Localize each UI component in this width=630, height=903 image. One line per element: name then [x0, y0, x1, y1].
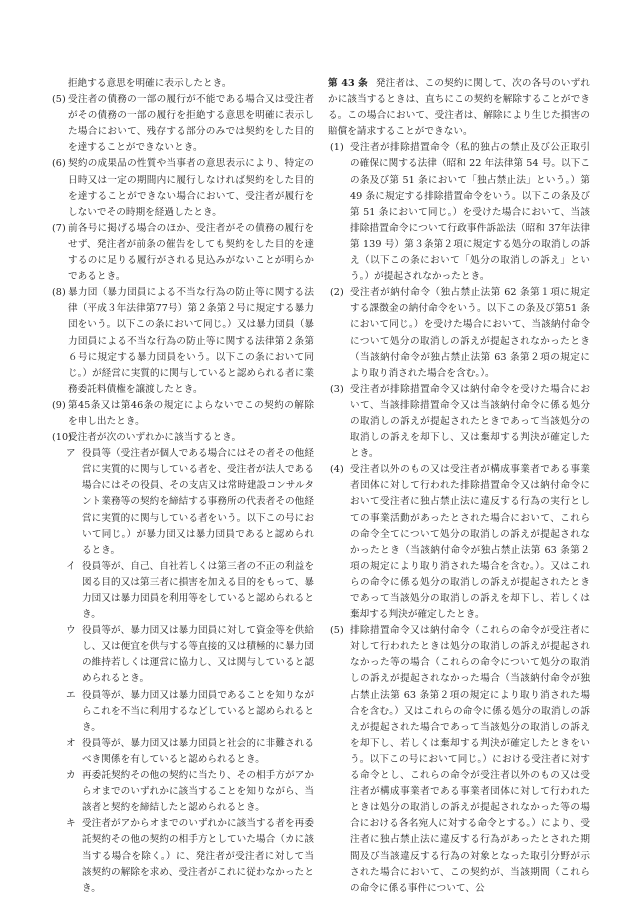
item-number: (10): [52, 432, 72, 444]
numbered-item: [328, 140, 590, 285]
article-text: 発注者は、この契約に関して、次の各号のいずれかに該当するときは、直ちにこの契約を解除することができる。この場合において、受注者は、解除により生じた損害の賠償を請求することができない。: [328, 78, 590, 138]
item-text: 暴力団（暴力団員による不当な行為の防止等に関する法律（平成３年法律第77号）第２条第２号に規定する暴力団をいう。以下この条において同じ。）又は暴力団員（暴力団員による不当な行為の防止等に関する法律第２条第６号に規定する暴力団員をいう。以下この条において同じ。）が経営に実質的に関与していると認められる者に業務委託料債権を譲渡したとき。: [68, 287, 314, 395]
sub-item: [52, 816, 314, 896]
item-number: (4): [330, 464, 344, 476]
item-text: 契約の成果品の性質や当事者の意思表示により、特定の日時又は一定の期間内に履行しなければ契約をした目的を達することができない場合において、受注者が履行をしないでその時期を経過したとき。: [68, 158, 314, 218]
sub-item: [52, 623, 314, 687]
sub-item-text: 役員等（受注者が個人である場合にはその者その他経営に実質的に関与している者を、受注者が法人である場合にはその役員、その支店又は常時建設コンサルタント業務等の契約を締結する事務所の代表者その他経営に実質的に関与している者をいう。以下この号において同じ。）が暴力団又は暴力団員であると認められるとき。: [82, 448, 314, 556]
article-43-body: [328, 76, 590, 140]
sub-item-text: 再委託契約その他の契約に当たり、その相手方がアからオまでのいずれかに該当することを知りながら、当該者と契約を締結したと認められるとき。: [82, 770, 314, 814]
left-column: [52, 76, 314, 897]
item-number: (9): [52, 399, 66, 411]
item-number: (5): [52, 94, 66, 106]
item-text: 前各号に掲げる場合のほか、受注者がその債務の履行をせず、発注者が前条の催告をしても契約をした目的を達するのに足りる履行がされる見込みがないことが明らかであるとき。: [68, 222, 314, 283]
item-number: (8): [52, 287, 66, 299]
sub-item-label: ウ: [66, 625, 76, 637]
item-text: 受注者の債務の一部の履行が不能である場合又は受注者がその債務の一部の履行を拒絶する意思を明確に表示した場合において、残存する部分のみでは契約をした目的を達することができないとき。: [68, 94, 314, 154]
item-text: 受注者以外のもの又は受注者が構成事業者である事業者団体に対して行われた排除措置命令又は納付命令において受注者に独占禁止法に違反する行為の実行としての事業活動があったとされた場合において、これらの命令全てについて処分の取消しの訴えが提起されなかったとき（当該納付命令が独占禁止法第 63 条第２項の規定により取り消された場合を含む。）。又はこれらの命令に係る処分の取消しの訴えが提起されたときであって当該処分の取消しの訴えを却下し、若しくは棄却する判決が確定したとき。: [350, 464, 590, 621]
sub-item-label: オ: [66, 737, 76, 749]
sub-item-text: 役員等が、暴力団又は暴力団員と社会的に非難されるべき関係を有していると認められるとき。: [82, 737, 314, 765]
item-number: (6): [52, 158, 66, 170]
numbered-item: [328, 462, 590, 623]
sub-item: [52, 688, 314, 736]
sub-item: [52, 736, 314, 768]
item-number: (3): [330, 383, 344, 395]
continued-text: 拒絶する意思を明確に表示したとき。: [68, 78, 232, 89]
item-text: 受注者が排除措置命令（私的独占の禁止及び公正取引の確保に関する法律（昭和 22 年法律第 54 号。以下この条及び第 51 条において「独占禁止法」という。）第 49 条に規定する排除措置命令をいう。以下この条及び第 51 条において同じ。）を受けた場合において、当該排除措置命令について行政事件訴訟法（昭和 37年法律第 139 号）第３条第２項に規定する処分の取消しの訴え（以下この条において「処分の取消しの訴え」という。）が提起されなかったとき。: [350, 142, 590, 283]
numbered-item: [328, 623, 590, 897]
numbered-item: [52, 285, 314, 398]
sub-item-label: エ: [66, 689, 76, 701]
sub-item: [52, 768, 314, 816]
sub-item-label: キ: [66, 818, 76, 830]
item-number: (2): [330, 287, 344, 299]
item-number: (5): [330, 625, 344, 637]
item-text: 受注者が納付命令（独占禁止法第 62 条第１項に規定する課徴金の納付命令をいう。以下この条及び第51 条において同じ。）を受けた場合において、当該納付命令について処分の取消しの訴えが提起されなかったとき（当該納付命令が独占禁止法第 63 条第２項の規定により取り消された場合を含む。）。: [350, 287, 590, 379]
numbered-item: [328, 285, 590, 382]
article-43: [328, 76, 590, 140]
numbered-item: [52, 156, 314, 220]
item-number: (7): [52, 222, 66, 234]
item-text: 排除措置命令又は納付命令（これらの命令が受注者に対して行われたときは処分の取消しの訴えが提起されなかった等の場合（これらの命令について処分の取消しの訴えが提起されなかった場合（当該納付命令が独占禁止法第 63 条第２項の規定により取り消された場合を含む。）又はこれらの命令に係る処分の取消しの訴えが提起された場合であって当該処分の取消しの訴えを却下し、若しくは棄却する判決が確定したときをいう。以下この号において同じ。）における受注者に対する命令とし、これらの命令が受注者以外のもの又は受注者が構成事業者である事業者団体に対して行われたときは処分の取消しの訴えが提起されなかった等の場合における各名宛人に対する命令とする。）により、受注者に独占禁止法に違反する行為があったとされた期間及び当該違反する行為の対象となった取引分野が示された場合において、この契約が、当該期間（これらの命令に係る事件について、公: [350, 625, 590, 894]
sub-item-text: 役員等が、暴力団又は暴力団員に対して資金等を供給し、又は便宜を供与する等直接的又は積極的に暴力団の維持若しくは運営に協力し、又は関与していると認められるとき。: [82, 625, 314, 685]
item-text: 受注者が次のいずれかに該当するとき。: [68, 432, 242, 444]
article-title: 第 43 条: [328, 78, 368, 89]
sub-item-text: 役員等が、自己、自社若しくは第三者の不正の利益を図る目的又は第三者に損害を加える目的をもって、暴力団又は暴力団員を利用等をしていると認められるとき。: [82, 560, 314, 621]
numbered-item: [52, 398, 314, 430]
numbered-item: [52, 221, 314, 285]
item-text: 受注者が排除措置命令又は納付命令を受けた場合において、当該排除措置命令又は当該納付命令に係る処分の取消しの訴えが提起されたときであって当該処分の取消しの訴えを却下し、又は棄却する判決が確定したとき。: [350, 383, 590, 460]
right-column: [328, 76, 590, 897]
sub-item: [52, 446, 314, 559]
numbered-item: [328, 382, 590, 462]
numbered-item: [52, 92, 314, 156]
sub-item-label: ア: [66, 448, 76, 460]
sub-item-label: イ: [66, 560, 76, 572]
sub-item: [52, 559, 314, 623]
item-text: 第45条又は第46条の規定によらないでこの契約の解除を申し出たとき。: [68, 399, 314, 427]
sub-item-text: 受注者がアからオまでのいずれかに該当する者を再委託契約その他の契約の相手方としていた場合（カに該当する場合を除く。）に、発注者が受注者に対して当該契約の解除を求め、受注者がこれに従わなかったとき。: [82, 818, 314, 894]
sub-item-label: カ: [66, 770, 76, 782]
sub-item-text: 役員等が、暴力団又は暴力団員であることを知りながらこれを不当に利用するなどしていると認められるとき。: [82, 689, 314, 733]
item-number: (1): [330, 142, 344, 154]
numbered-item: [52, 430, 314, 446]
